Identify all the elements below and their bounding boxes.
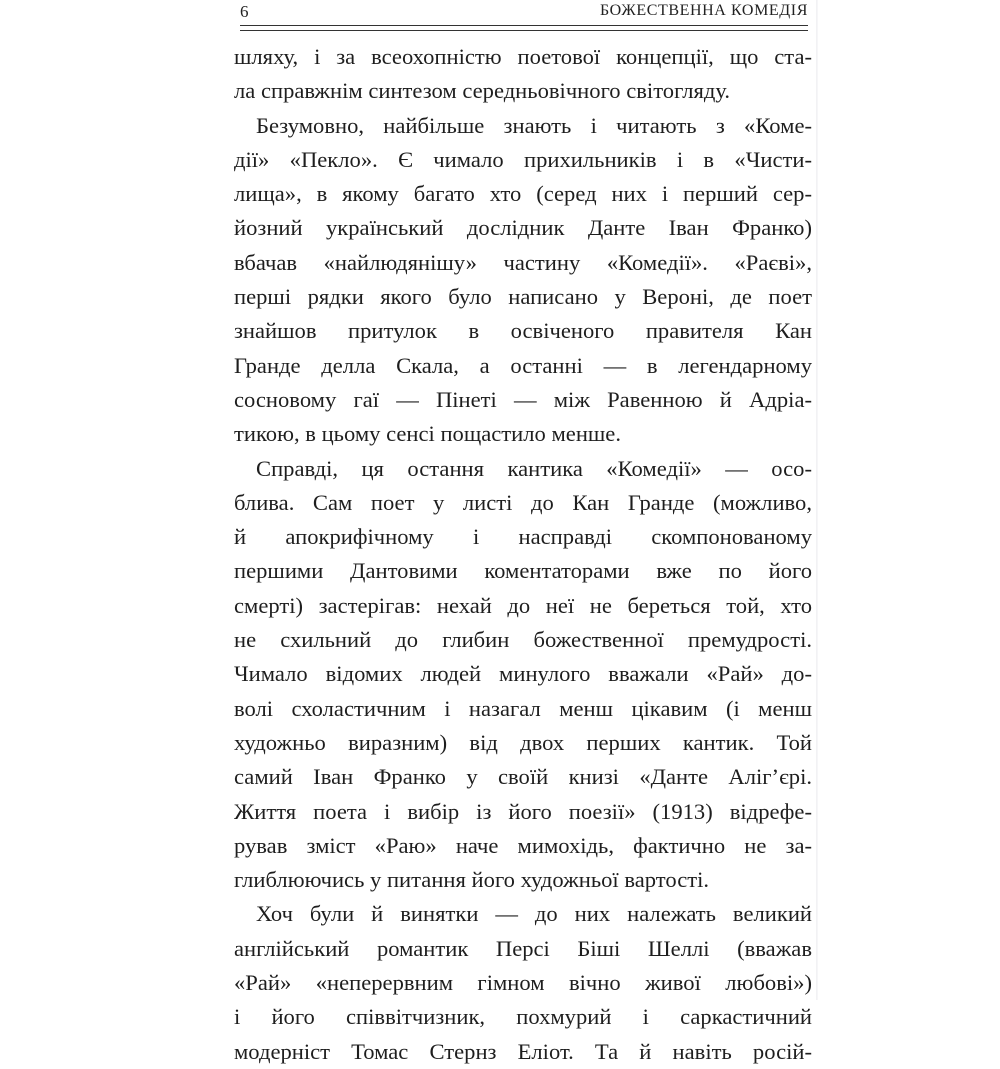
text-line: знайшов притулок в освіченого правителя Кан <box>234 318 812 344</box>
page-edge <box>816 0 818 1000</box>
text-line: сосновому гаї — Пінеті — між Равенною й Адріа- <box>234 386 812 412</box>
text-line: вбачав «найлюдянішу» частину «Комедії». «Раєві», <box>234 249 812 275</box>
text-line: самий Іван Франко у своїй книзі «Данте Аліг’єрі. <box>234 764 812 790</box>
text-line: ла справжнім синтезом середньовічного світогляду. <box>234 78 731 104</box>
text-line: англійський романтик Персі Біші Шеллі (вважав <box>234 935 812 961</box>
text-line: не схильний до глибин божественної премудрості. <box>234 627 812 653</box>
text-line: Справді, ця остання кантика «Комедії» — осо- <box>256 455 812 481</box>
text-line: перші рядки якого було написано у Вероні, де поет <box>234 284 812 310</box>
text-line: і його співвітчизник, похмурий і саркастичний <box>234 1004 812 1030</box>
text-line: Безумовно, найбільше знають і читають з «Коме- <box>256 112 812 138</box>
text-line: першими Дантовими коментаторами вже по його <box>234 558 812 584</box>
text-line: Життя поета і вибір із його поезії» (1913) відрефе- <box>234 798 812 824</box>
text-line: Хоч були й винятки — до них належать великий <box>256 901 812 927</box>
text-line: й апокрифічному і насправді скомпонованому <box>234 524 812 550</box>
text-line: йозний український дослідник Данте Іван Франко) <box>234 215 812 241</box>
text-line: лища», в якому багато хто (серед них і перший сер- <box>234 181 812 207</box>
text-line: художньо виразним) від двох перших кантик. Той <box>234 729 812 755</box>
text-line: смерті) застерігав: нехай до неї не береться той, хто <box>234 592 812 618</box>
header-double-rule <box>240 25 808 31</box>
book-title: БОЖЕСТВЕННА КОМЕДІЯ <box>599 2 808 19</box>
text-line: блива. Сам поет у листі до Кан Гранде (можливо, <box>234 489 812 515</box>
text-line: дії» «Пекло». Є чимало прихильників і в «Чисти- <box>234 146 812 172</box>
text-line: Гранде делла Скала, а останні — в легендарному <box>234 352 812 378</box>
text-line: Чимало відомих людей минулого вважали «Рай» до- <box>234 661 812 687</box>
page-number: 6 <box>240 2 249 21</box>
text-line: «Рай» «неперервним гімном вічно живої любові») <box>234 970 812 996</box>
text-line: волі схоластичним і назагал менш цікавим (і менш <box>234 695 812 721</box>
text-line: рував зміст «Раю» наче мимохідь, фактично не за- <box>234 832 812 858</box>
running-head <box>240 0 808 26</box>
body-text <box>234 40 812 1069</box>
text-line: модерніст Томас Стернз Еліот. Та й навіть росій- <box>234 1038 812 1064</box>
text-line: тикою, в цьому сенсі пощастило менше. <box>234 421 621 447</box>
text-line: глиблюючись у питання його художньої вартості. <box>234 867 710 893</box>
text-line: шляху, і за всеохопністю поетової концепції, що ста- <box>234 44 812 69</box>
